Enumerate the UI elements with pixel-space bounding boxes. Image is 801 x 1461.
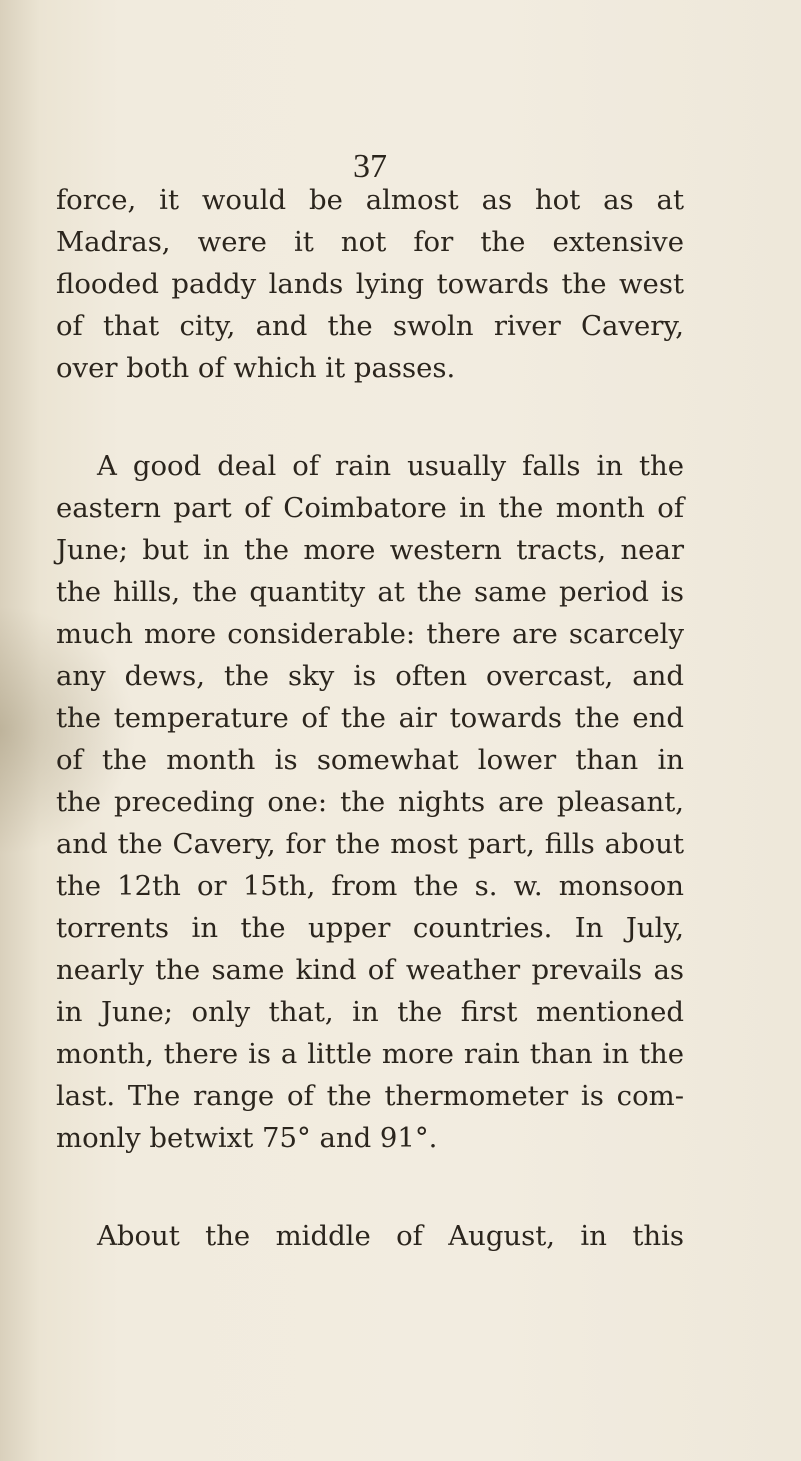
text-line: force, it would be almost as hot as at [56, 184, 684, 216]
text-line: flooded paddy lands lying towards the west [56, 268, 684, 300]
text-line: nearly the same kind of weather prevails as [56, 954, 684, 986]
text-line: Madras, were it not for the extensive [56, 226, 684, 258]
text-line: June; but in the more western tracts, near [56, 534, 684, 566]
text-line: much more considerable: there are scarcely [56, 618, 684, 650]
text-line: month, there is a little more rain than in the [56, 1038, 684, 1070]
text-line: the preceding one: the nights are pleasant, [56, 786, 684, 818]
text-line: of the month is somewhat lower than in [56, 744, 684, 776]
text-line: and the Cavery, for the most part, fills about [56, 828, 684, 860]
text-line: in June; only that, in the first mentioned [56, 996, 684, 1028]
text-line: A good deal of rain usually falls in the [97, 450, 684, 482]
text-line: the temperature of the air towards the end [56, 702, 684, 734]
text-line: last. The range of the thermometer is com- [56, 1080, 684, 1112]
text-line: About the middle of August, in this [97, 1220, 684, 1252]
page-number: 37 [353, 148, 387, 185]
text-line: eastern part of Coimbatore in the month of [56, 492, 684, 524]
text-line: of that city, and the swoln river Cavery, [56, 310, 684, 342]
text-line: torrents in the upper countries. In July, [56, 912, 684, 944]
text-line: over both of which it passes. [56, 352, 456, 384]
text-line: monly betwixt 75° and 91°. [56, 1122, 438, 1154]
text-line: the 12th or 15th, from the s. w. monsoon [56, 870, 684, 902]
text-line: any dews, the sky is often overcast, and [56, 660, 684, 692]
text-line: the hills, the quantity at the same period is [56, 576, 684, 608]
